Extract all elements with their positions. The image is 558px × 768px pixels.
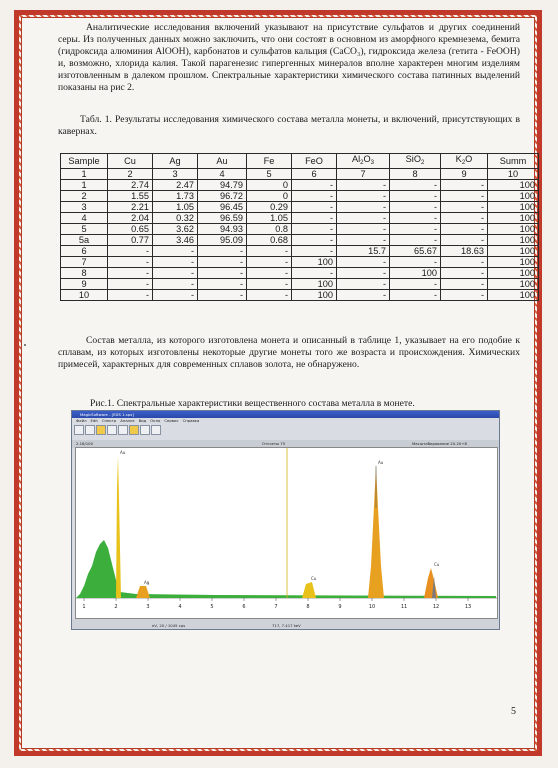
table-cell: - [441, 191, 488, 202]
menu-item[interactable]: Окно [150, 418, 161, 423]
table-cell: 5 [247, 169, 292, 180]
table-cell: - [108, 290, 153, 301]
table-row [61, 235, 539, 246]
menu-item[interactable]: Файл [76, 418, 87, 423]
table-cell: 0.32 [153, 213, 198, 224]
menu-item[interactable]: Справка [182, 418, 200, 423]
table-cell: 3 [153, 169, 198, 180]
table-cell: 2 [61, 191, 108, 202]
table-cell: - [292, 213, 337, 224]
table-cell: - [198, 257, 247, 268]
table-cell: 15.7 [337, 246, 390, 257]
table-cell: 7 [61, 257, 108, 268]
table-cell: - [390, 235, 441, 246]
table-cell: 100 [488, 180, 539, 191]
table-cell: - [441, 290, 488, 301]
x-tick-label: 3 [146, 604, 150, 610]
table-cell: 5a [61, 235, 108, 246]
table-row [61, 268, 539, 279]
peak-label: Ag [144, 580, 150, 585]
table-cell: - [390, 290, 441, 301]
status-left: 2.16/100 [76, 441, 93, 446]
table-cell: - [337, 180, 390, 191]
table-row [61, 257, 539, 268]
table-cell: 1.73 [153, 191, 198, 202]
composition-table [60, 153, 539, 301]
menu-item[interactable]: Спектр [101, 418, 117, 423]
table-cell: - [390, 279, 441, 290]
table-cell: - [337, 213, 390, 224]
table-cell: - [292, 224, 337, 235]
table-cell: 100 [292, 257, 337, 268]
footer-readout: eV, 20 / 1045 cps [152, 623, 186, 628]
table-cell: - [441, 224, 488, 235]
status-scale: Масштабирование 20-20+8 [412, 441, 467, 446]
x-tick-label: 9 [338, 604, 342, 610]
table-cell: 1 [61, 180, 108, 191]
x-tick-label: 7 [274, 604, 278, 610]
table-cell: 96.59 [198, 213, 247, 224]
table-cell: - [337, 279, 390, 290]
figure-caption: Рис.1. Спектральные характеристики вещественного состава металла в монете. [90, 398, 415, 409]
table-cell: - [153, 290, 198, 301]
table-cell: 2.04 [108, 213, 153, 224]
table-cell: 100 [488, 257, 539, 268]
table-cell: - [247, 279, 292, 290]
table-cell: 1.05 [153, 202, 198, 213]
table-cell: - [292, 268, 337, 279]
table-cell: 0.77 [108, 235, 153, 246]
spectrum-icon[interactable] [129, 425, 139, 435]
table-cell: - [441, 202, 488, 213]
table-cell: 2.21 [108, 202, 153, 213]
x-tick-label: 1 [82, 604, 86, 610]
table-cell: - [441, 257, 488, 268]
table-caption: Табл. 1. Результаты исследования химического состава металла монеты, и включений, присутствующих в кавернах. [58, 114, 520, 137]
table-cell: - [198, 268, 247, 279]
table-cell: - [153, 268, 198, 279]
peak-au-l2 [424, 568, 438, 598]
table-cell: 6 [61, 246, 108, 257]
table-cell: - [247, 257, 292, 268]
table-cell: 94.79 [198, 180, 247, 191]
table-cell: - [337, 257, 390, 268]
menu-item[interactable]: Анализ [120, 418, 135, 423]
table-cell: - [441, 279, 488, 290]
table-cell: 96.45 [198, 202, 247, 213]
table-cell: 10 [61, 290, 108, 301]
table-cell: 9 [441, 169, 488, 180]
table-cell: 1.55 [108, 191, 153, 202]
open-icon[interactable] [74, 425, 84, 435]
table-cell: 8 [61, 268, 108, 279]
table-cell: 100 [488, 290, 539, 301]
table-cell: 1.05 [247, 213, 292, 224]
table-cell: - [292, 246, 337, 257]
table-row [61, 213, 539, 224]
table-header-cell: Au [198, 154, 247, 169]
table-cell: - [108, 268, 153, 279]
table-cell: - [198, 246, 247, 257]
table-cell: - [337, 290, 390, 301]
table-row [61, 279, 539, 290]
peak-label: Cu [311, 576, 317, 581]
table-cell: 0 [247, 180, 292, 191]
table-header-cell: Ag [153, 154, 198, 169]
table-cell: - [292, 191, 337, 202]
table-cell: 94.93 [198, 224, 247, 235]
window-toolbar [72, 424, 499, 440]
table-cell: - [292, 202, 337, 213]
table-cell: 100 [488, 279, 539, 290]
table-cell: - [108, 246, 153, 257]
help-icon[interactable] [151, 425, 161, 435]
table-cell: - [108, 279, 153, 290]
table-header-cell: Summ [488, 154, 539, 169]
table-body [61, 169, 539, 301]
save-icon[interactable] [85, 425, 95, 435]
table-header-cell: Sample [61, 154, 108, 169]
table-cell: - [390, 202, 441, 213]
table-cell: 100 [488, 268, 539, 279]
table-cell: 100 [292, 290, 337, 301]
table-header-row [61, 154, 539, 169]
table-cell: 4 [198, 169, 247, 180]
table-cell: 0.65 [108, 224, 153, 235]
paragraph-conclusion: Состав металла, из которого изготовлена монета и описанный в таблице 1, указывает на его подобие к сплавам, из которых изготовлены некоторые другие монеты того же возраста и происхождения. Химических примесей, характерных для современных сплавов золота, не обнаружено. [58, 335, 520, 370]
x-tick-label: 5 [210, 604, 214, 610]
folder-icon[interactable] [96, 425, 106, 435]
table-cell: 100 [390, 268, 441, 279]
table-cell: - [337, 224, 390, 235]
table-cell: - [153, 279, 198, 290]
table-row [61, 191, 539, 202]
table-cell: 96.72 [198, 191, 247, 202]
menu-item[interactable]: Вид [138, 418, 147, 423]
table-cell: - [292, 235, 337, 246]
table-cell: 100 [488, 191, 539, 202]
table-cell: 2.74 [108, 180, 153, 191]
menu-item[interactable]: Edit [90, 418, 98, 423]
spectrum-screenshot [71, 410, 500, 630]
table-cell: - [337, 191, 390, 202]
table-cell: - [292, 180, 337, 191]
paragraph-intro: Аналитические исследования включений указывают на присутствие сульфатов и других соединений серы. Из полученных данных можно заключить, что они состоят в основном из аморфного кремнезема, бемита (гидроксида алюминия AlOOH), карбонатов и сульфатов кальция (CaCO₃), гидроксида железа (гетита - FeOOH) и, возможно, хлорида калия. Такой парагенезис гипергенных минералов вполне характерен многим изделиям изготовленным в далеком прошлом. Спектральные характеристики химического состава патинных выделений показаны на рис 2. [58, 22, 520, 93]
peak-label: Au [378, 460, 384, 465]
table-cell: - [247, 268, 292, 279]
table-header-cell: $Al_2O_3$ [337, 154, 390, 169]
table-cell: - [153, 246, 198, 257]
table-cell: - [198, 290, 247, 301]
table-row [61, 180, 539, 191]
peak-cu-k [302, 582, 316, 598]
x-tick-label: 10 [368, 604, 376, 610]
table-cell: - [390, 191, 441, 202]
table-cell: 2.47 [153, 180, 198, 191]
table-cell: 4 [61, 213, 108, 224]
table-cell: - [153, 257, 198, 268]
table-cell: - [441, 213, 488, 224]
status-counts: Отсчеты 75 [262, 441, 286, 446]
x-tick-label: 11 [400, 604, 408, 610]
table-cell: 3.62 [153, 224, 198, 235]
table-cell: - [390, 224, 441, 235]
table-cell: - [337, 202, 390, 213]
table-header-cell: FeO [292, 154, 337, 169]
table-row [61, 202, 539, 213]
table-cell: 100 [488, 246, 539, 257]
table-cell: - [441, 180, 488, 191]
table-cell: - [441, 235, 488, 246]
table-cell: 100 [488, 224, 539, 235]
table-cell: 0.8 [247, 224, 292, 235]
table-cell: 9 [61, 279, 108, 290]
table-cell: - [337, 268, 390, 279]
print-icon[interactable] [107, 425, 117, 435]
table-header-cell: Fe [247, 154, 292, 169]
menu-item[interactable]: Сервис [164, 418, 179, 423]
x-tick-label: 13 [464, 604, 472, 610]
settings-icon[interactable] [140, 425, 150, 435]
table-header-cell: SiO$_2$ [390, 154, 441, 169]
table-header-cell: Cu [108, 154, 153, 169]
x-tick-label: 8 [306, 604, 310, 610]
table-cell: - [247, 290, 292, 301]
peak-label: Cu [434, 562, 440, 567]
table-cell: 2 [108, 169, 153, 180]
table-cell: - [337, 235, 390, 246]
table-cell: - [247, 246, 292, 257]
table-cell: 0 [247, 191, 292, 202]
table-cell: 18.63 [441, 246, 488, 257]
peak-au-m [116, 456, 121, 598]
table-cell: 0.68 [247, 235, 292, 246]
window-titlebar: MagicSoftware - [EDS 1.spx] [72, 411, 499, 418]
spectrum-plot [75, 447, 498, 619]
x-tick-label: 6 [242, 604, 246, 610]
x-tick-label: 4 [178, 604, 182, 610]
table-cell: - [108, 257, 153, 268]
table-cell: - [390, 257, 441, 268]
table-cell: 7 [337, 169, 390, 180]
peak-label: Au [120, 450, 126, 455]
table-cell: 100 [488, 202, 539, 213]
cursor-readout: 717, 7.417 keV [272, 623, 301, 628]
table-cell: 95.09 [198, 235, 247, 246]
table-cell: 100 [488, 235, 539, 246]
table-header-cell: $K_2O$ [441, 154, 488, 169]
table-cell: 3.46 [153, 235, 198, 246]
table-cell: 65.67 [390, 246, 441, 257]
table-cell: - [390, 213, 441, 224]
x-tick-label: 2 [114, 604, 118, 610]
table-cell: 1 [61, 169, 108, 180]
table-cell: 0.29 [247, 202, 292, 213]
table-cell: - [441, 268, 488, 279]
scan-speck [24, 344, 26, 346]
table-row [61, 290, 539, 301]
peak-ag [136, 586, 150, 598]
table-cell: 100 [488, 213, 539, 224]
x-tick-label: 12 [432, 604, 440, 610]
window-footer [72, 619, 499, 629]
table-cell: 6 [292, 169, 337, 180]
table-cell: 5 [61, 224, 108, 235]
page-number: 5 [511, 706, 516, 717]
table-cell: 10 [488, 169, 539, 180]
table-cell: 100 [292, 279, 337, 290]
zoom-icon[interactable] [118, 425, 128, 435]
table-cell: - [198, 279, 247, 290]
table-cell: 3 [61, 202, 108, 213]
table-cell: 8 [390, 169, 441, 180]
table-cell: - [390, 180, 441, 191]
table-row [61, 224, 539, 235]
table-row [61, 246, 539, 257]
table-row [61, 169, 539, 180]
